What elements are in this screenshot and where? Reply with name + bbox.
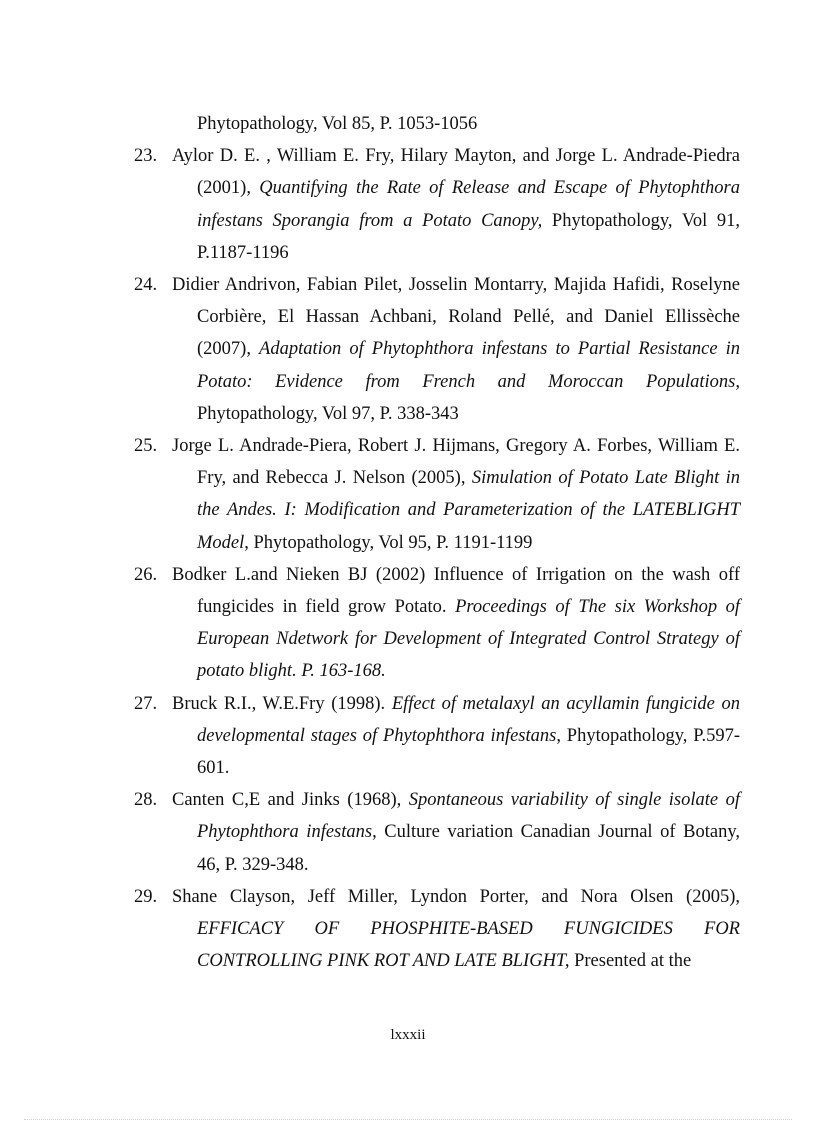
reference-title: Effect of metalaxyl an acyllamin fungicide on developmental stages of Phytophthora infestans — [197, 693, 740, 746]
reference-authors: Bruck R.I., W.E.Fry (1998). — [172, 693, 386, 714]
reference-title: EFFICACY OF PHOSPHITE-BASED FUNGICIDES FOR CONTROLLING PINK ROT AND LATE BLIGHT, — [197, 919, 740, 972]
reference-number: 26. — [134, 564, 158, 585]
reference-number: 23. — [134, 146, 158, 167]
reference-list — [134, 108, 740, 977]
reference-item-24 — [134, 269, 740, 430]
reference-source: , Phytopathology, P.597-601. — [197, 725, 740, 779]
page-number: lxxxii — [390, 1027, 426, 1043]
reference-source: Phytopathology, Vol 91, P.1187-1196 — [197, 210, 740, 263]
page-bottom-divider — [24, 1119, 792, 1120]
reference-title: Proceedings of The six Workshop of European Ndetwork for Development of Integrated Control Strategy of potato blight. P. 163-168. — [197, 597, 741, 682]
reference-item-25 — [134, 430, 740, 559]
reference-item-23 — [134, 140, 740, 269]
reference-authors: Shane Clayson, Jeff Miller, Lyndon Porter, and Nora Olsen (2005), — [172, 886, 740, 907]
reference-number: 29. — [134, 886, 158, 907]
reference-item-28 — [134, 784, 740, 881]
reference-authors: Canten C,E and Jinks (1968), — [172, 790, 402, 811]
reference-source: , Culture variation Canadian Journal of Botany, 46, P. 329-348. — [197, 822, 740, 875]
reference-item-26 — [134, 559, 740, 688]
reference-title: Simulation of Potato Late Blight in the Andes. I: Modification and Parameterization of the LATEBLIGHT Model — [197, 468, 740, 553]
reference-source: , Phytopathology, Vol 95, P. 1191-1199 — [244, 532, 533, 553]
reference-item-27 — [134, 688, 740, 785]
reference-authors: Didier Andrivon, Fabian Pilet, Josselin Montarry, Majida Hafidi, Roselyne Corbière, El Hassan Achbani, Roland Pellé, and Daniel Ellissèche (2007), — [172, 275, 740, 360]
reference-number: 25. — [134, 436, 158, 457]
reference-continuation: Phytopathology, Vol 85, P. 1053-1056 — [197, 114, 478, 134]
reference-item-29 — [134, 881, 740, 978]
reference-number: 24. — [134, 275, 158, 296]
reference-authors: Jorge L. Andrade-Piera, Robert J. Hijmans, Gregory A. Forbes, William E. Fry, and Rebecca J. Nelson (2005), — [172, 436, 740, 489]
reference-source: Phytopathology, Vol 97, P. 338-343 — [197, 403, 459, 424]
reference-title: Spontaneous variability of single isolate of Phytophthora infestans — [197, 790, 740, 843]
reference-authors: Bodker L.and Nieken BJ (2002) Influence of Irrigation on the wash off fungicides in field grow Potato. — [172, 564, 740, 618]
reference-title: Quantifying the Rate of Release and Escape of Phytophthora infestans Sporangia from a Potato Canopy, — [197, 178, 740, 231]
reference-authors: Aylor D. E. , William E. Fry, Hilary Mayton, and Jorge L. Andrade-Piedra (2001), — [172, 146, 740, 199]
reference-source: Presented at the — [574, 951, 692, 972]
reference-number: 27. — [134, 693, 158, 714]
reference-title: Adaptation of Phytophthora infestans to Partial Resistance in Potato: Evidence from French and Moroccan Populations, — [197, 339, 740, 392]
reference-number: 28. — [134, 790, 158, 811]
